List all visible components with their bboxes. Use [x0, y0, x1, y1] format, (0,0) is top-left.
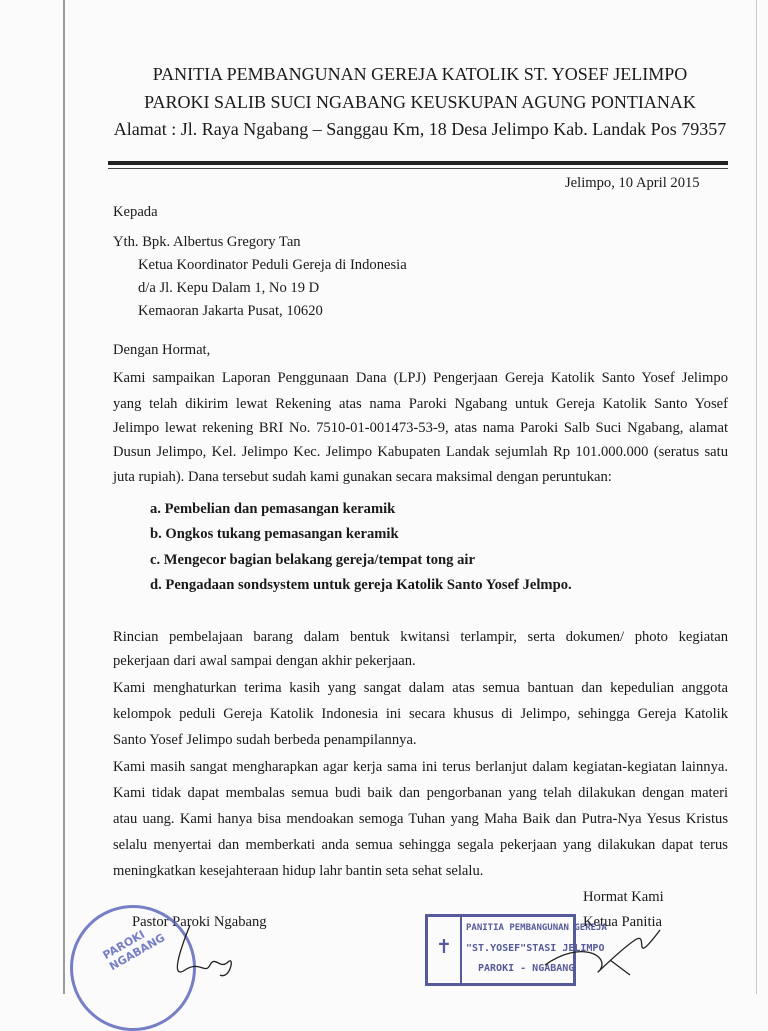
- body-line: Rincian pembelajaan barang dalam bentuk kwitansi terlampir, serta dokumen/ photo kegiatan: [113, 629, 728, 645]
- parish-seal: PAROKI NGABANG: [70, 905, 196, 1031]
- closing-ketua: Ketua Panitia: [583, 914, 663, 930]
- letter-date: Jelimpo, 10 April 2015: [565, 175, 700, 191]
- page-edge-right: [756, 0, 757, 994]
- page-edge-left: [63, 0, 65, 994]
- recipient-line: Yth. Bpk. Albertus Gregory Tan: [113, 234, 301, 250]
- body-line: atau uang. Kami hanya bisa mendoakan semoga Tuhan yang Maha Baik dan Putra-Nya Yesus Kristus: [113, 811, 728, 827]
- paragraph-line: Kami sampaikan Laporan Penggunaan Dana (LPJ) Pengerjaan Gereja Katolik Santo Yosef Jelimpo: [113, 370, 728, 386]
- letterhead-rule: [108, 161, 728, 165]
- body-line: Santo Yosef Jelimpo sudah berbeda penampilannya.: [113, 732, 417, 748]
- body-line: Kami menghaturkan terima kasih yang sangat dalam atas semua bantuan dan kepedulian anggota: [113, 680, 728, 696]
- pastor-signature: [150, 920, 240, 994]
- body-line: pekerjaan dari awal sampai dengan akhir pekerjaan.: [113, 653, 416, 669]
- recipient-line: Ketua Koordinator Peduli Gereja di Indonesia: [138, 257, 407, 273]
- list-item: a. Pembelian dan pemasangan keramik: [150, 501, 396, 517]
- committee-stamp: ✝ PANITIA PEMBANGUNAN GEREJA "ST.YOSEF"STASI JELIMPO PAROKI - NGABANG: [425, 914, 576, 986]
- kepada-label: Kepada: [113, 204, 158, 220]
- closing-hormat: Hormat Kami: [583, 889, 664, 905]
- body-line: Kami masih sangat mengharapkan agar kerja sama ini terus berlanjut dalam kegiatan-kegiatan lainnya.: [113, 759, 728, 775]
- letterhead-line-1: PANITIA PEMBANGUNAN GEREJA KATOLIK ST. YOSEF JELIMPO: [152, 64, 688, 84]
- recipient-line: Kemaoran Jakarta Pusat, 10620: [138, 303, 323, 319]
- body-line: Kami tidak dapat membalas semua budi baik dan pengorbanan yang telah dilakukan dengan materi: [113, 785, 728, 801]
- body-line: kelompok peduli Gereja Katolik Indonesia ini secara khusus di Jelimpo, sehingga Gereja Katolik: [113, 706, 728, 722]
- paragraph-line: juta rupiah). Dana tersebut sudah kami gunakan secara maksimal dengan peruntukan:: [113, 469, 612, 485]
- paragraph-line: Jelimpo lewat rekening BRI No. 7510-01-001473-53-9, atas nama Paroki Salb Suci Ngabang, alamat: [113, 420, 728, 436]
- recipient-line: d/a Jl. Kepu Dalam 1, No 19 D: [138, 280, 320, 296]
- chairman-signature: [540, 920, 670, 990]
- paragraph-line: Dusun Jelimpo, Kel. Jelimpo Kec. Jelimpo Kabupaten Landak sejumlah Rp 101.000.000 (seratus satu: [113, 444, 728, 460]
- body-line: meningkatkan kesejahteraan hidup lahr bantin seta sehat selalu.: [113, 863, 484, 879]
- church-icon: ✝: [428, 917, 462, 983]
- letterhead-rule-thin: [108, 168, 728, 169]
- letterhead-address: Alamat : Jl. Raya Ngabang – Sanggau Km, 18 Desa Jelimpo Kab. Landak Pos 79357: [113, 119, 727, 139]
- paragraph-line: yang telah dikirim lewat Rekening atas nama Paroki Ngabang untuk Gereja Katolik Santo Yosef: [113, 396, 728, 412]
- closing-pastor: Pastor Paroki Ngabang: [132, 914, 267, 930]
- letterhead-line-2: PAROKI SALIB SUCI NGABANG KEUSKUPAN AGUNG PONTIANAK: [144, 92, 696, 112]
- body-line: selalu menyertai dan memberkati anda semua sehingga segala pekerjaan yang dilakukan dapat terus: [113, 837, 728, 853]
- greeting: Dengan Hormat,: [113, 342, 211, 358]
- list-item: b. Ongkos tukang pemasangan keramik: [150, 526, 399, 542]
- list-item: d. Pengadaan sondsystem untuk gereja Katolik Santo Yosef Jelmpo.: [150, 577, 572, 593]
- list-item: c. Mengecor bagian belakang gereja/tempat tong air: [150, 552, 475, 568]
